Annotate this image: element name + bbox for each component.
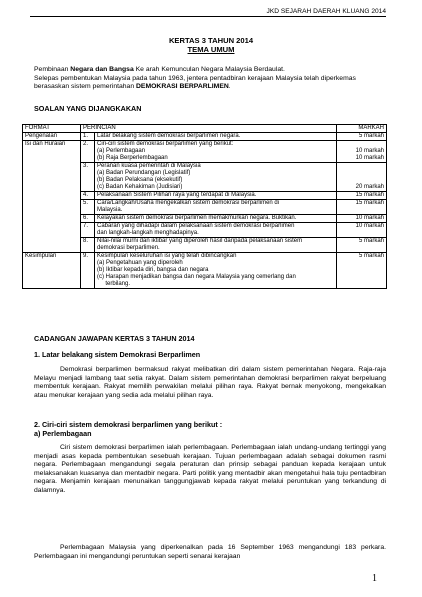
section1-paragraph [34,366,386,400]
mark-line [339,245,384,252]
row-detail [95,223,337,238]
row-format [23,215,81,223]
mark-line [339,267,384,274]
mark-line [339,274,384,281]
header-markah: MARKAH [337,125,387,133]
mark-line: 10 markah [355,155,385,161]
mark-line: 5 markah [359,238,385,244]
row-detail [95,192,337,200]
row-format: Kesimpulan [23,253,81,289]
detail-line: (b) Badan Pelaksana (eksekutif) [97,177,183,183]
detail-line: (b) Raja Berperlembagaan [97,155,168,161]
row-detail [95,163,337,192]
theme-title: TEMA UMUM [187,45,235,54]
row-marks [337,141,387,163]
mark-line [339,260,384,267]
section2-paragraph-1 [34,444,386,496]
section2-subheading: a) Perlembagaan [34,429,92,438]
intro-body-bold: DEMOKRASI BERPARLIMEN [136,83,229,91]
row-marks [337,200,387,215]
detail-line: Malaysia. [97,207,123,213]
row-number: 5. [81,200,95,215]
paper-title: KERTAS 3 TAHUN 2014 [168,36,254,45]
row-format [23,192,81,200]
row-marks [337,223,387,238]
section1-text: Demokrasi berparlimen bermaksud rakyat melibatkan diri dalam sistem pemerintahan Negara. Raja-raja Melayu menjadi lambang taat setia rakyat. Dalam sistem pemerintahan demokrasi berparlimen rakyat berpeluang membentuk kerajaan. Rakyat memilih perwakilan melalui pilihan raya. Rakyat bernak menyokong, mengekalkan atau menukar kerajaan yang sedia ada melalui pilihan raya. [34,366,386,399]
row-detail [95,215,337,223]
mark-line: 5 markah [359,253,385,259]
table-row [23,200,387,215]
detail-line: Nilai-nilai murni dan iktibar yang diperoleh hasil daripada pelaksanaan sistem [97,238,303,244]
row-marks [337,238,387,253]
theme-line [34,66,386,75]
detail-line: demokrasi berparlimen. [97,245,160,251]
table-row [23,253,387,289]
table-row [23,141,387,163]
mark-line [339,170,384,177]
row-format [23,163,81,192]
theme-suffix: Ke arah Kemunculan Negara Malaysia Berdaulat. [133,66,285,73]
row-marks [337,163,387,192]
row-marks [337,253,387,289]
table-header-row [23,125,387,133]
intro-paragraph [34,66,386,92]
table-row [23,192,387,200]
row-detail [95,141,337,163]
row-format [23,238,81,253]
page-header: JKD SEJARAH DAERAH KLUANG 2014 [30,7,386,17]
detail-line: (c) Harapan menjadikan bangsa dan negara Malaysia yang cemerlang dan [97,274,296,280]
detail-line: Peranan kuasa pemerintah di Malaysia [97,163,201,169]
detail-line: terbilang. [97,281,131,287]
row-marks [337,192,387,200]
detail-line: Cara/Langkah/Usaha mengekalkan sistem demokrasi berparlimen di [97,200,280,206]
question-table [22,124,387,289]
theme-bold: Negara dan Bangsa [70,66,134,73]
section2-text2: Perlembagaan Malaysia yang diperkenalkan pada 16 September 1963 mengandungi 183 perkara. Perlembagaan ini mengandungi peruntukan seperti senarai kerajaan [34,544,386,560]
header-perincian: PERINCIAN [81,125,337,133]
section2-heading: 2. Ciri-ciri sistem demokrasi berparlimen yang berikut : [34,420,223,429]
table-row [23,133,387,141]
mark-line: 10 markah [355,223,385,229]
mark-line [339,281,384,288]
table-row [23,238,387,253]
table-row [23,163,387,192]
row-format [23,200,81,215]
row-number: 6. [81,215,95,223]
mark-line [339,207,384,214]
soalan-heading: SOALAN YANG DIJANGKAKAN [34,104,142,113]
mark-line [339,163,384,170]
theme-prefix: Pembinaan [34,66,71,73]
detail-line: dan langkah-langkah menghadapinya. [97,230,199,236]
cadangan-heading: CADANGAN JAWAPAN KERTAS 3 TAHUN 2014 [34,334,195,343]
row-format [23,223,81,238]
row-number: 7. [81,223,95,238]
intro-body-text: Selepas pembentukan Malaysia pada tahun 1963, jentera pentadbiran kerajaan Malaysia telah diperkemas berasaskan sistem pemerintahan [34,74,356,91]
table-row [23,223,387,238]
table-row [23,215,387,223]
mark-line [339,141,384,148]
intro-body-end: . [228,83,231,91]
detail-line: Kesimpulan keseluruhan isi yang telah dibincangkan [97,253,237,259]
detail-line: Ciri-ciri sistem demokrasi berparlimen yang berikut: [97,141,234,147]
row-detail [95,133,337,141]
detail-line: Cabaran yang dihadapi dalam pelaksanaan sistem demokrasi berparlimen [97,223,295,229]
mark-line: 15 markah [355,200,385,206]
row-detail [95,238,337,253]
page-number: 1 [372,573,377,584]
row-marks [337,133,387,141]
detail-line: (a) Badan Perundangan (Legislatif) [97,170,191,176]
row-number: 9. [81,253,95,289]
row-number: 1. [81,133,95,141]
section2-paragraph-2 [34,544,386,561]
mark-line: 20 markah [355,184,385,190]
mark-line [339,230,384,237]
row-format: Isi dan Huraian [23,141,81,163]
section1-heading: 1. Latar belakang sistem Demokrasi Berparlimen [34,350,201,359]
mark-line [339,177,384,184]
row-number: 8. [81,238,95,253]
row-number: 3. [81,163,95,192]
detail-line: Latar belakang sistem demokrasi berparlimen negara. [97,133,241,139]
row-detail [95,200,337,215]
detail-line: Kelayakan sistem demokrasi berparlimen memakmurkan negara. Buktikan. [97,215,297,221]
detail-line: (a) Pengetahuan yang diperoleh [97,260,183,266]
row-number: 4. [81,192,95,200]
detail-line: (b) Iktibar kepada diri, bangsa dan negara [97,267,209,273]
row-marks [337,215,387,223]
mark-line: 5 markah [359,133,385,139]
section2-text1: Ciri sistem demokrasi berparlimen ialah perlembagaan. Perlembagaan ialah undang-undang tertinggi yang menjadi asas kepada pembentukan sesebuah kerajaan. Tujuan perlembagaan adalah sebagai dokumen rasmi negara. Perlembagaan mengandungi segala peraturan dan prinsip sebagai panduan kepada kerajaan untuk melaksanakan kuasanya dan mentadbir negara. Parti politik yang mentadbir akan mengetahui hala tuju pentadbiran negara. Menjamin kerajaan menunaikan tanggungjawab kepada rakyat melalui peruntukan yang terkandung di dalamnya. [34,444,386,494]
row-format: Pengenalan [23,133,81,141]
mark-line: 15 markah [355,192,385,198]
row-number: 2. [81,141,95,163]
mark-line: 10 markah [355,148,385,154]
header-format: FORMAT [23,125,81,133]
row-detail [95,253,337,289]
mark-line: 10 markah [355,215,385,221]
intro-body [34,75,386,92]
detail-line: Pelaksanaan Sistem Pilihan raya yang terdapat di Malaysia. [97,192,257,198]
detail-line: (c) Badan Kehakiman (Judisiari) [97,184,183,190]
detail-line: (a) Perlembagaan [97,148,146,154]
